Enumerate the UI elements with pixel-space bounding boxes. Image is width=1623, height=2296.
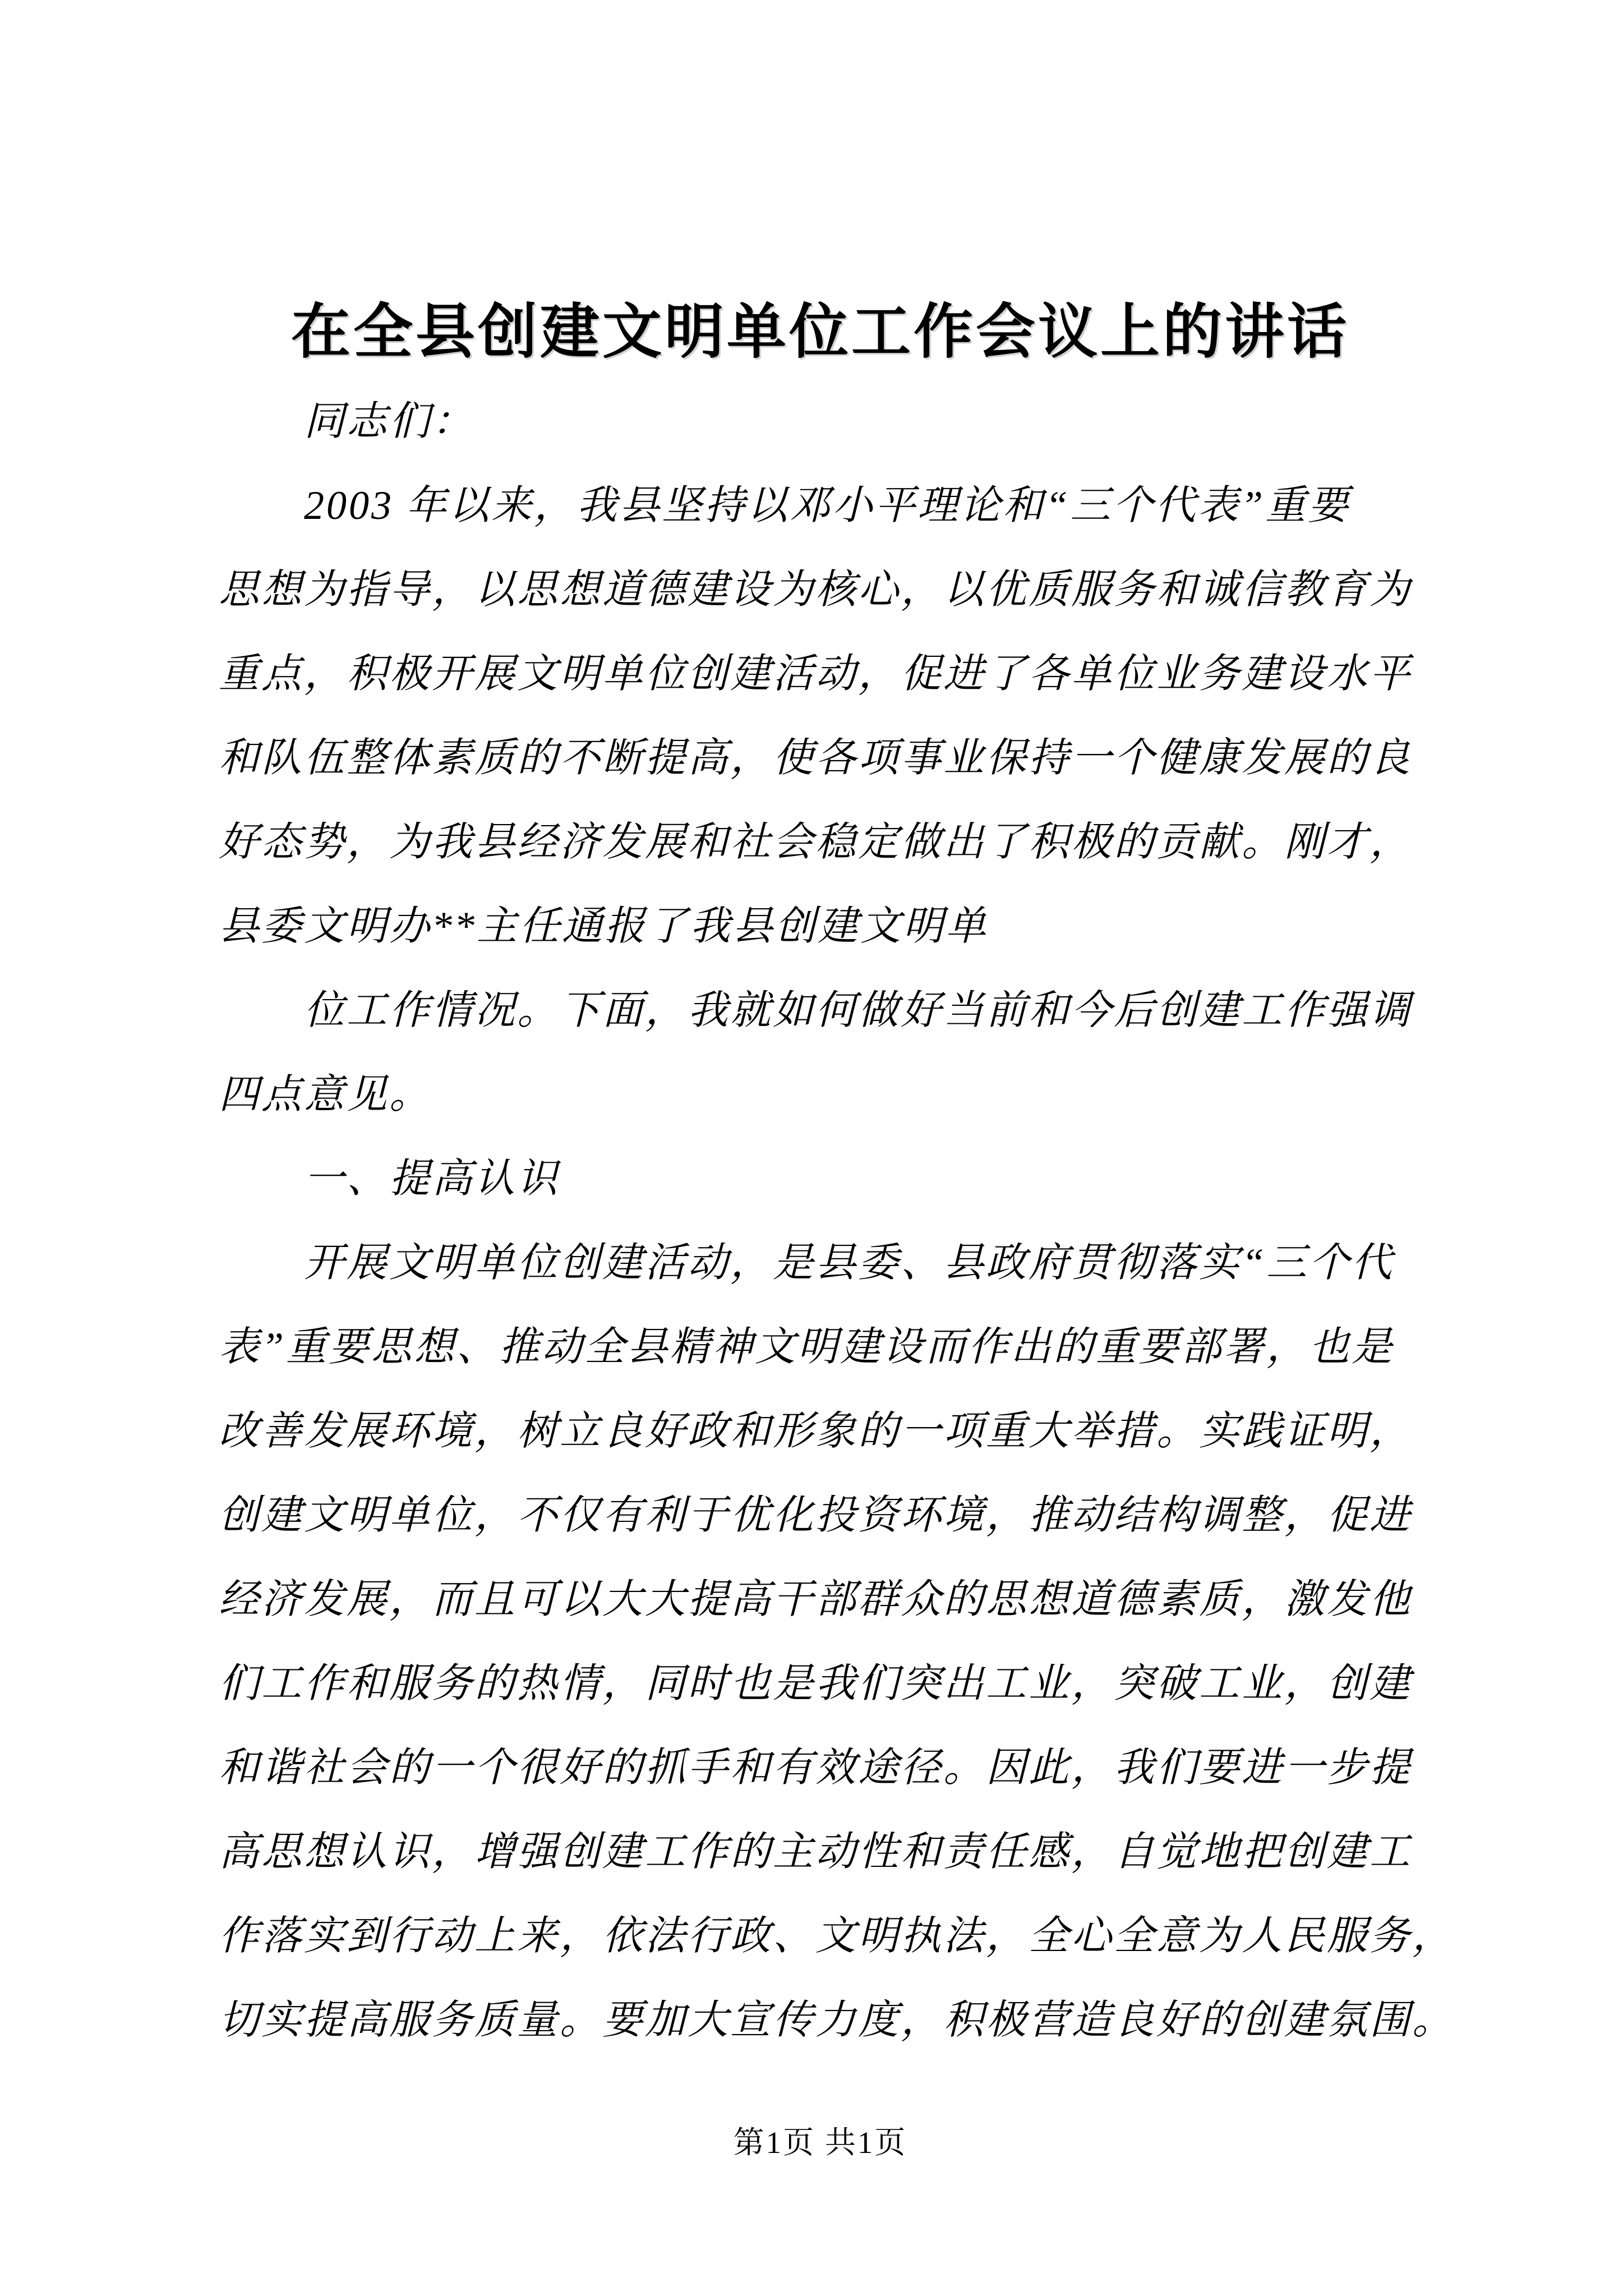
body-line: 四点意见。 [219,1072,432,1117]
body-line: 切实提高服务质量。要加大宣传力度，积极营造良好的创建氛围。 [219,1998,1455,2042]
body-line: 高思想认识，增强创建工作的主动性和责任感，自觉地把创建工 [219,1829,1413,1874]
body-line: 表”重要思想、推动全县精神文明建设而作出的重要部署，也是 [219,1324,1395,1369]
page-footer [219,2120,1422,2165]
body-line: 县委文明办**主任通报了我县创建文明单 [219,904,989,949]
body-line: 思想为指导，以思想道德建设为核心，以优质服务和诚信教育为 [219,567,1413,612]
body-line: 改善发展环境，树立良好政和形象的一项重大举措。实践证明， [219,1409,1413,1453]
body-line: 作落实到行动上来，依法行政、文明执法，全心全意为人民服务， [219,1913,1455,1958]
body-line: 们工作和服务的热情，同时也是我们突出工业，突破工业，创建 [219,1661,1413,1706]
document-title: 在全县创建文明单位工作会议上的讲话 [291,300,1349,365]
body-line: 重点，积极开展文明单位创建活动，促进了各单位业务建设水平 [219,651,1413,696]
body-line: 位工作情况。下面，我就如何做好当前和今后创建工作强调 [304,988,1413,1033]
body-line: 和队伍整体素质的不断提高，使各项事业保持一个健康发展的良 [219,735,1413,780]
body-line: 和谐社会的一个很好的抓手和有效途径。因此，我们要进一步提 [219,1745,1413,1790]
body-line: 2003 年以来，我县坚持以邓小平理论和“三个代表”重要 [304,483,1351,528]
body-line: 同志们： [304,399,475,444]
body-line: 创建文明单位，不仅有利于优化投资环境，推动结构调整，促进 [219,1493,1413,1538]
document-body [219,379,1455,2062]
body-line: 一、提高认识 [304,1156,560,1201]
body-line: 经济发展，而且可以大大提高干部群众的思想道德素质，激发他 [219,1577,1413,1622]
body-line: 好态势，为我县经济发展和社会稳定做出了积极的贡献。刚才， [219,820,1413,864]
body-line: 开展文明单位创建活动，是县委、县政府贯彻落实“三个代 [304,1240,1395,1285]
page-number: 第1页 共1页 [733,2125,907,2160]
